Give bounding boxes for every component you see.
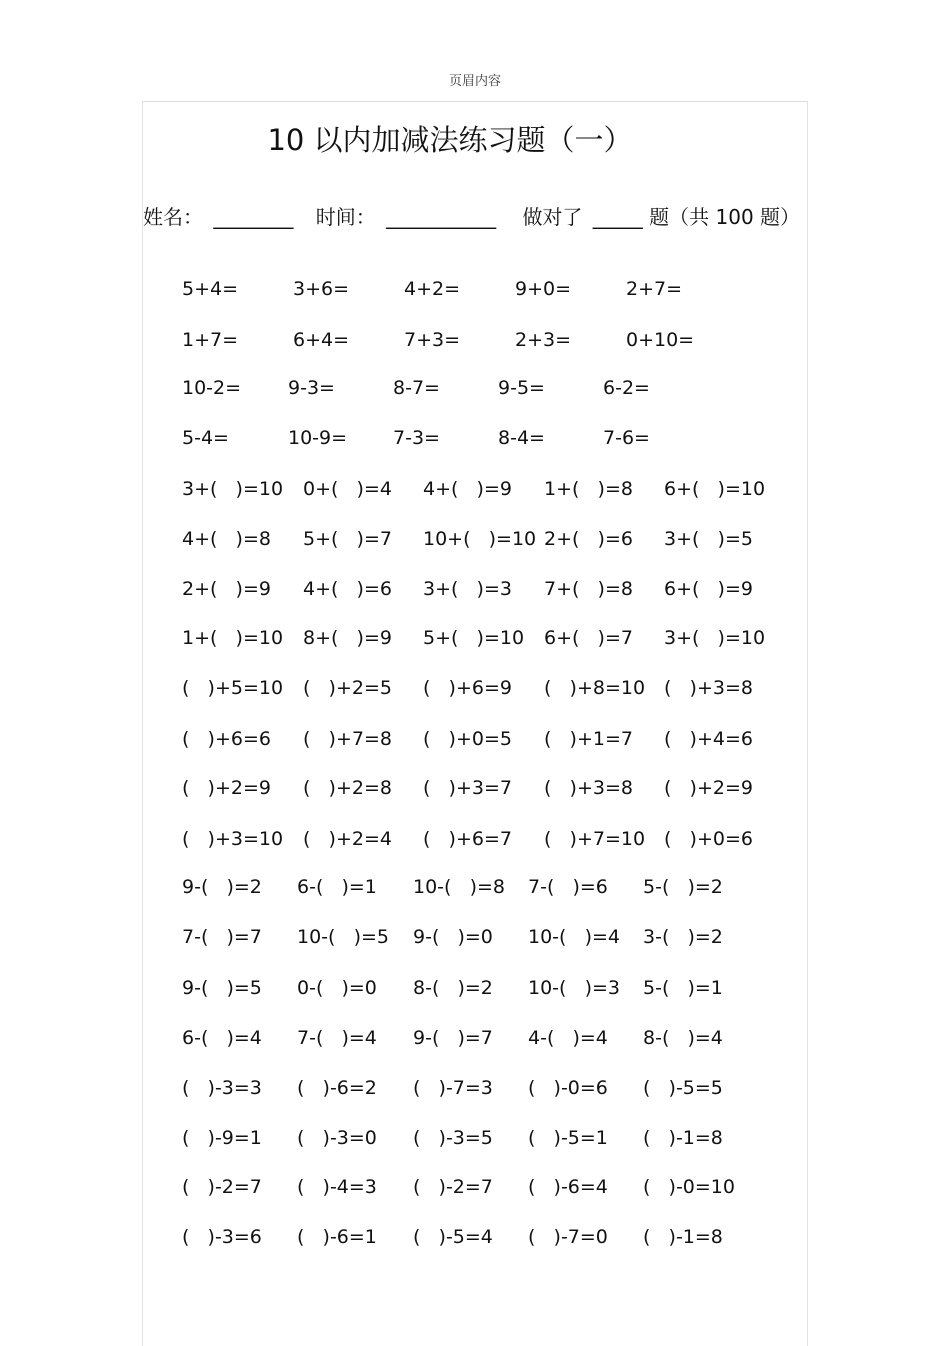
problem-item: ( )-3=6 [182,1226,262,1248]
problem-item: 5-( )=2 [643,876,723,898]
problem-item: 10-( )=3 [528,977,620,999]
problem-item: ( )-5=5 [643,1077,723,1099]
problem-item: ( )+0=5 [423,728,512,750]
problem-item: 6-( )=4 [182,1027,262,1049]
problem-item: 8-( )=4 [643,1027,723,1049]
problem-item: 1+7= [182,329,239,351]
problem-item: 6+4= [293,329,350,351]
problem-item: ( )+5=10 [182,677,284,699]
time-blank[interactable]: ___________ [386,205,497,229]
problem-item: ( )+6=6 [182,728,271,750]
problem-item: ( )-3=5 [413,1127,493,1149]
problem-item: 7-3= [393,427,440,449]
problem-item: ( )-4=3 [297,1176,377,1198]
problem-item: ( )-5=1 [528,1127,608,1149]
score-suffix: 题（共 100 题） [649,205,801,229]
problem-item: 4+2= [404,278,461,300]
problem-item: ( )+8=10 [544,677,646,699]
problem-item: ( )+2=8 [303,777,392,799]
problem-item: 6+( )=9 [664,578,753,600]
problem-item: 3-( )=2 [643,926,723,948]
problem-item: 9-3= [288,377,335,399]
problem-item: 6-( )=1 [297,876,377,898]
problem-item: 9-5= [498,377,545,399]
problem-item: ( )+1=7 [544,728,633,750]
problem-item: 10-( )=8 [413,876,505,898]
problem-item: 0+10= [626,329,695,351]
problem-item: 10-2= [182,377,242,399]
problem-item: 0+( )=4 [303,478,392,500]
problem-item: ( )-1=8 [643,1226,723,1248]
problem-item: 3+( )=10 [182,478,284,500]
problem-item: 3+( )=10 [664,627,766,649]
problem-item: 6-2= [603,377,650,399]
problem-item: ( )-3=0 [297,1127,377,1149]
problem-item: 5-( )=1 [643,977,723,999]
problem-item: 10-( )=5 [297,926,389,948]
problem-item: ( )+6=9 [423,677,512,699]
problem-item: ( )-3=3 [182,1077,262,1099]
problem-item: ( )+0=6 [664,828,753,850]
problem-item: 9+0= [515,278,572,300]
problem-item: 4+( )=8 [182,528,271,550]
problem-item: 7-( )=4 [297,1027,377,1049]
problem-item: ( )-1=8 [643,1127,723,1149]
problem-item: ( )-2=7 [182,1176,262,1198]
problem-item: 5+4= [182,278,239,300]
problem-item: 9-( )=0 [413,926,493,948]
problem-item: ( )+3=7 [423,777,512,799]
problem-item: 8+( )=9 [303,627,392,649]
problem-item: 9-( )=5 [182,977,262,999]
problem-item: 4-( )=4 [528,1027,608,1049]
problem-item: ( )+2=9 [182,777,271,799]
name-blank[interactable]: ________ [213,205,294,229]
problem-item: 0-( )=0 [297,977,377,999]
problem-item: ( )+6=7 [423,828,512,850]
problem-item: 7-( )=6 [528,876,608,898]
problem-item: 10-9= [288,427,348,449]
problem-item: ( )-0=10 [643,1176,735,1198]
student-info-line [143,201,833,230]
problem-item: 2+7= [626,278,683,300]
problem-item: 10-( )=4 [528,926,620,948]
problem-item: 3+( )=5 [664,528,753,550]
problem-item: 8-7= [393,377,440,399]
problem-item: 7+( )=8 [544,578,633,600]
page-header: 页眉内容 [448,74,501,89]
problem-item: 5-4= [182,427,229,449]
problem-item: ( )+7=10 [544,828,646,850]
problem-item: ( )-9=1 [182,1127,262,1149]
problem-item: 4+( )=6 [303,578,392,600]
problem-item: ( )-7=0 [528,1226,608,1248]
problem-item: 2+( )=6 [544,528,633,550]
problem-item: 2+( )=9 [182,578,271,600]
problem-item: 9-( )=7 [413,1027,493,1049]
name-label: 姓名： [143,205,203,229]
problem-item: 3+6= [293,278,350,300]
problem-item: 10+( )=10 [423,528,537,550]
problem-item: 7-( )=7 [182,926,262,948]
problem-item: 6+( )=10 [664,478,766,500]
problem-item: 7-6= [603,427,650,449]
score-blank[interactable]: _____ [592,205,643,229]
problem-item: 6+( )=7 [544,627,633,649]
problem-item: ( )+7=8 [303,728,392,750]
problem-item: 1+( )=10 [182,627,284,649]
problem-item: 7+3= [404,329,461,351]
problem-item: ( )+2=4 [303,828,392,850]
score-prefix: 做对了 [522,205,583,229]
problem-item: ( )-0=6 [528,1077,608,1099]
problem-item: ( )+2=5 [303,677,392,699]
page-frame [142,101,808,1346]
problem-item: 2+3= [515,329,572,351]
problem-item: ( )-7=3 [413,1077,493,1099]
problem-item: 8-( )=2 [413,977,493,999]
time-label: 时间： [315,205,376,229]
problem-item: ( )-5=4 [413,1226,493,1248]
problem-item: ( )-2=7 [413,1176,493,1198]
problem-item: ( )+3=8 [664,677,753,699]
problem-item: ( )-6=4 [528,1176,608,1198]
page-title: 10 以内加减法练习题（一） [267,123,633,157]
problem-item: 3+( )=3 [423,578,512,600]
problem-item: 1+( )=8 [544,478,633,500]
problem-item: ( )-6=2 [297,1077,377,1099]
problem-item: ( )+4=6 [664,728,753,750]
problem-item: ( )-6=1 [297,1226,377,1248]
problem-item: 5+( )=10 [423,627,525,649]
problem-item: 5+( )=7 [303,528,392,550]
problem-item: ( )+3=8 [544,777,633,799]
problem-item: 4+( )=9 [423,478,512,500]
problem-item: 8-4= [498,427,545,449]
problem-item: 9-( )=2 [182,876,262,898]
problem-item: ( )+2=9 [664,777,753,799]
problem-item: ( )+3=10 [182,828,284,850]
